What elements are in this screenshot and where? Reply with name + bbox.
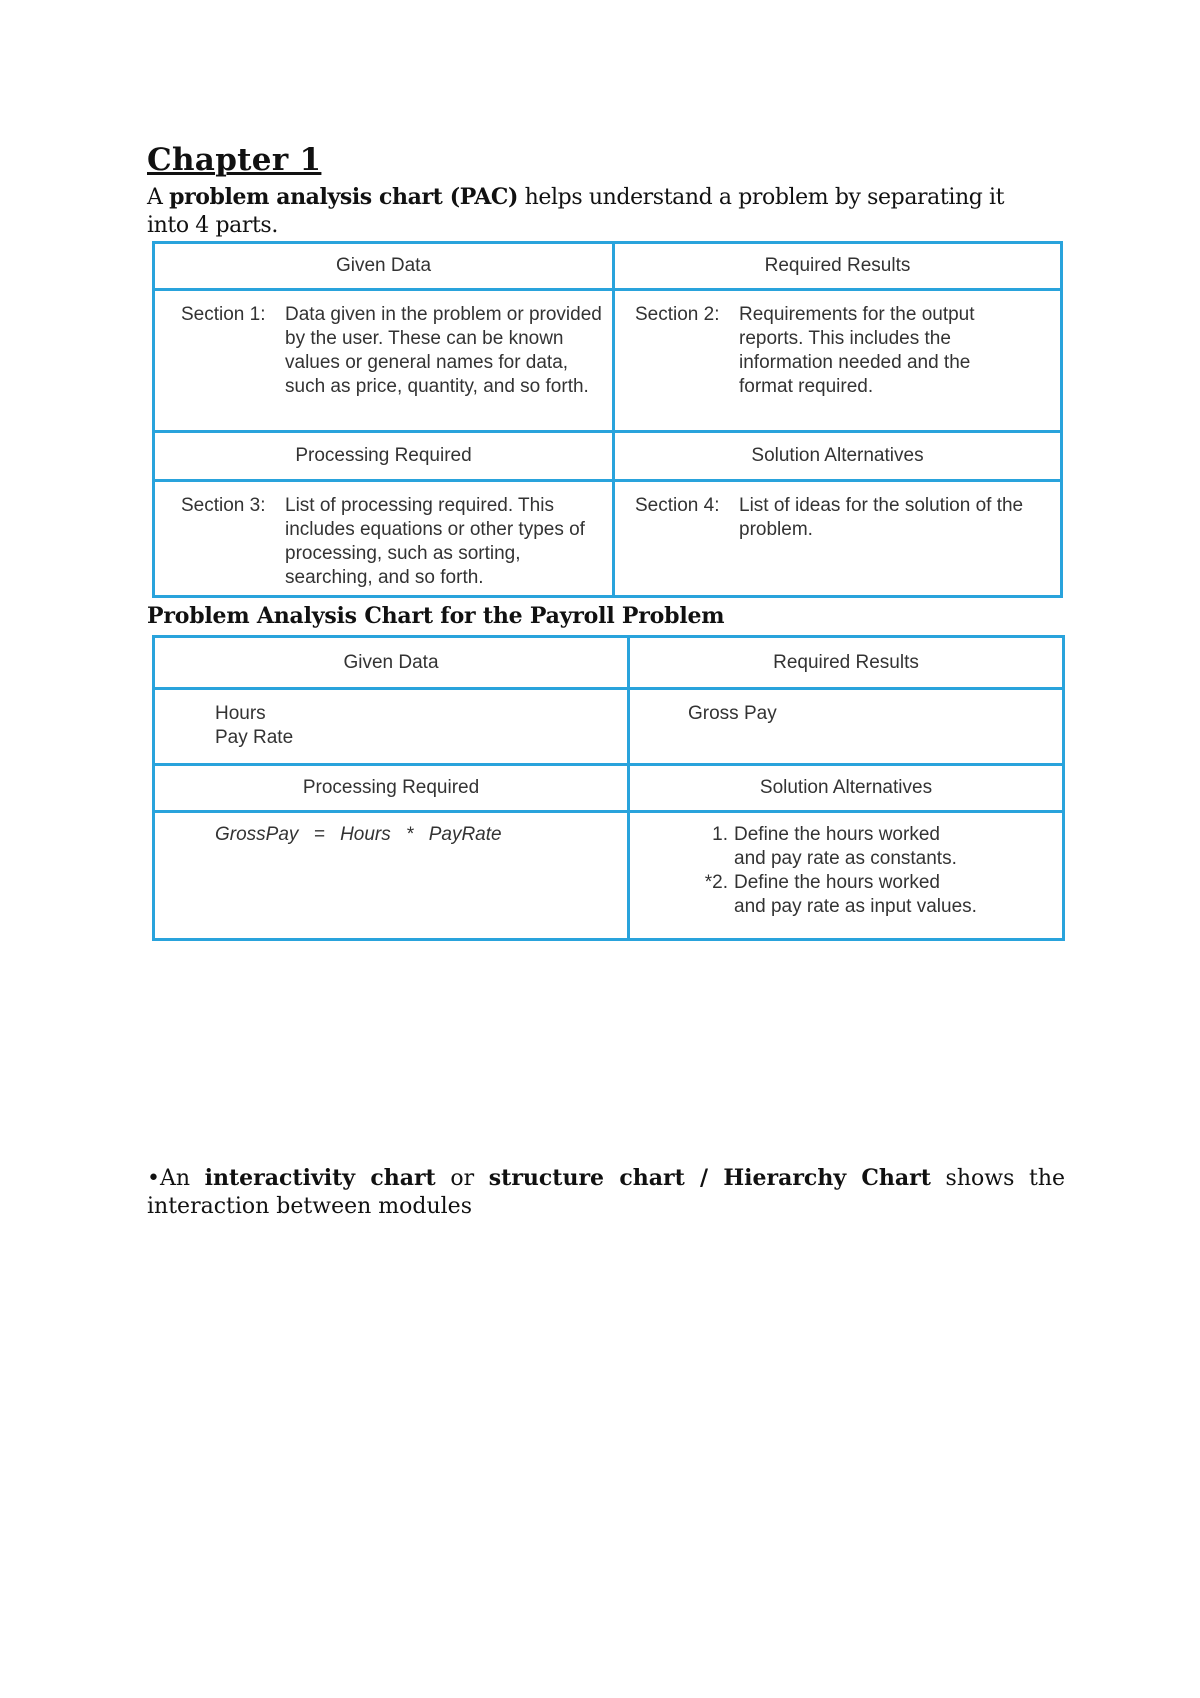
result-item-gross-pay: Gross Pay: [688, 703, 777, 724]
payroll-alternatives-cell: [629, 812, 1064, 940]
section-2-cell: [614, 290, 1062, 432]
chapter-title: Chapter 1: [147, 142, 322, 178]
alternative-number: 1.: [712, 824, 728, 845]
intro-bold-term: problem analysis chart (PAC): [169, 184, 519, 210]
payroll-processing-cell: [154, 812, 629, 940]
section-4-label: Section 4:: [635, 495, 720, 516]
section-2-label: Section 2:: [635, 304, 720, 325]
alternative-item: [690, 871, 1062, 919]
pac-payroll-table: [152, 635, 1065, 941]
bold-term-structure-chart: structure chart / Hierarchy Chart: [488, 1165, 931, 1191]
section-1-cell: [154, 290, 614, 432]
section-2-text: Requirements for the output reports. This includes the information needed and the format required.: [739, 304, 975, 397]
section-3-label: Section 3:: [181, 495, 266, 516]
given-item-hours: Hours: [215, 703, 266, 724]
payroll-given-data-header: Given Data: [154, 637, 629, 689]
interactivity-chart-paragraph: [147, 1164, 1065, 1221]
bold-term-interactivity-chart: interactivity chart: [204, 1165, 436, 1191]
required-results-header: Required Results: [614, 243, 1062, 290]
alternative-line: Define the hours worked: [734, 824, 940, 845]
alternative-line: and pay rate as constants.: [734, 848, 957, 869]
gross-pay-formula: GrossPay = Hours * PayRate: [215, 824, 502, 845]
paragraph-tail: shows the interaction between modules: [147, 1166, 1066, 1219]
alternative-item: [690, 823, 1062, 871]
given-item-pay-rate: Pay Rate: [215, 727, 294, 748]
section-1-label: Section 1:: [181, 304, 266, 325]
payroll-required-results-header: Required Results: [629, 637, 1064, 689]
payroll-results-cell: [629, 689, 1064, 765]
payroll-alternatives-header: Solution Alternatives: [629, 765, 1064, 812]
alternative-number: *2.: [704, 872, 728, 893]
payroll-given-cell: [154, 689, 629, 765]
alternative-line: Define the hours worked: [734, 872, 940, 893]
alternative-line: and pay rate as input values.: [734, 896, 977, 917]
section-1-text: Data given in the problem or provided by the user. These can be known values or general names for data, such as price, quantity, and so forth.: [285, 304, 602, 397]
connector-text: or: [435, 1166, 489, 1191]
bullet-prefix: •An: [147, 1166, 205, 1191]
pac-generic-table: [152, 241, 1063, 598]
intro-paragraph: [147, 183, 1047, 240]
payroll-processing-header: Processing Required: [154, 765, 629, 812]
section-3-text: List of processing required. This includes equations or other types of processing, such as sorting, searching, and so forth.: [285, 495, 585, 588]
solution-alternatives-header: Solution Alternatives: [614, 432, 1062, 481]
section-4-text: List of ideas for the solution of the problem.: [739, 495, 1024, 540]
section-3-cell: [154, 481, 614, 597]
given-data-header: Given Data: [154, 243, 614, 290]
intro-prefix: A: [147, 185, 170, 210]
intro-suffix: helps understand a problem by separating it into 4 parts.: [147, 185, 1005, 238]
payroll-chart-title: Problem Analysis Chart for the Payroll Problem: [147, 603, 725, 629]
section-4-cell: [614, 481, 1062, 597]
processing-required-header: Processing Required: [154, 432, 614, 481]
